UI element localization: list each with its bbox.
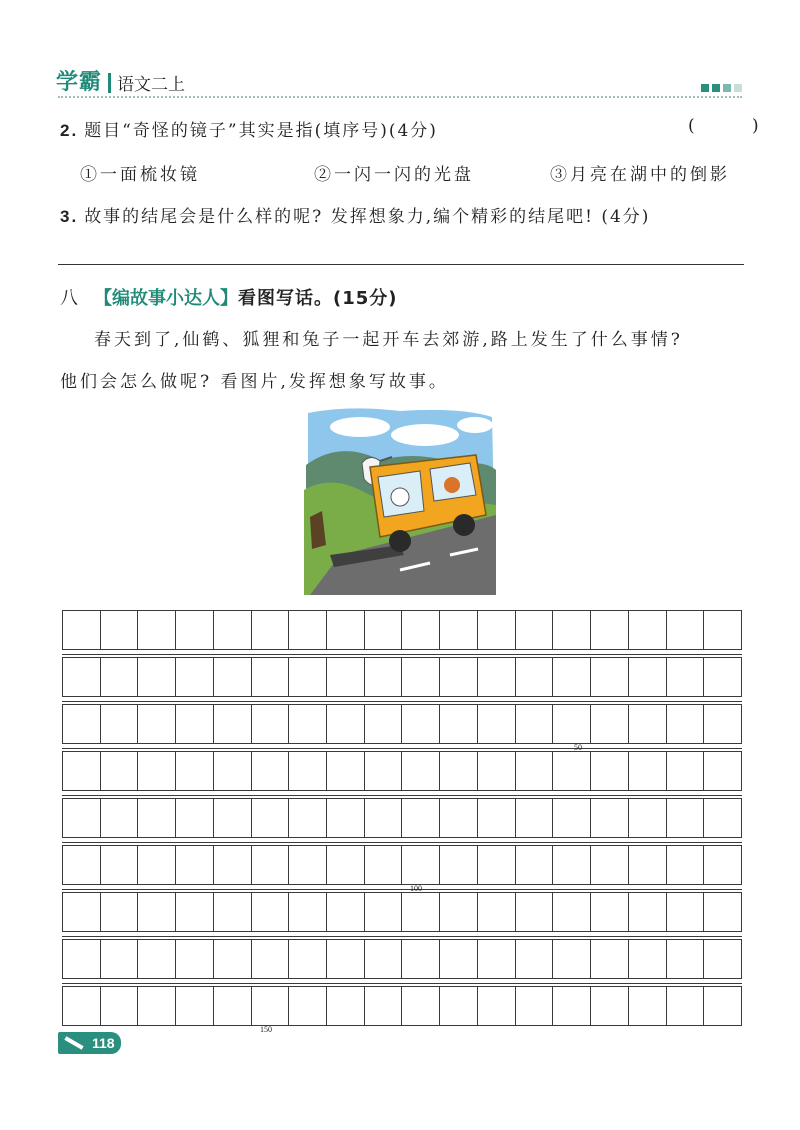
grid-cell[interactable] <box>515 986 554 1026</box>
option-3: ③月亮在湖中的倒影 <box>550 165 730 185</box>
word-count-label: 100 <box>410 884 422 893</box>
grid-cell[interactable] <box>703 610 742 650</box>
header-rule <box>58 96 742 98</box>
answer-paren[interactable]: ( ) <box>688 116 785 136</box>
grid-cell[interactable] <box>515 610 554 650</box>
grid-cell[interactable] <box>213 610 252 650</box>
grid-cell[interactable] <box>477 845 516 885</box>
grid-cell[interactable] <box>703 751 742 791</box>
grid-cell[interactable] <box>288 892 327 932</box>
grid-cell[interactable] <box>100 892 139 932</box>
grid-cell[interactable] <box>628 845 667 885</box>
grid-cell[interactable] <box>288 939 327 979</box>
grid-cell[interactable] <box>477 610 516 650</box>
grid-cell[interactable] <box>552 751 591 791</box>
brand-logo: 学霸 <box>56 70 103 95</box>
grid-cell[interactable] <box>251 798 290 838</box>
grid-cell[interactable] <box>515 704 554 744</box>
grid-cell[interactable] <box>137 610 176 650</box>
row-separator-line <box>62 748 742 749</box>
grid-cell[interactable] <box>288 610 327 650</box>
grid-cell[interactable] <box>628 704 667 744</box>
grid-cell[interactable] <box>515 845 554 885</box>
grid-cell[interactable] <box>251 704 290 744</box>
grid-cell[interactable] <box>326 798 365 838</box>
section-number: 八 <box>60 288 78 309</box>
grid-cell[interactable] <box>401 845 440 885</box>
grid-cell[interactable] <box>628 610 667 650</box>
grid-cell[interactable] <box>477 939 516 979</box>
grid-cell[interactable] <box>666 845 705 885</box>
question-number: 2. <box>60 121 79 140</box>
grid-cell[interactable] <box>213 657 252 697</box>
grid-row[interactable] <box>62 798 742 838</box>
grid-cell[interactable] <box>364 798 403 838</box>
grid-cell[interactable] <box>515 657 554 697</box>
grid-cell[interactable] <box>100 798 139 838</box>
grid-row[interactable] <box>62 704 742 744</box>
grid-row[interactable] <box>62 845 742 885</box>
section-tag: 【编故事小达人】 <box>94 288 238 309</box>
grid-cell[interactable] <box>439 892 478 932</box>
row-separator-line <box>62 795 742 796</box>
grid-cell[interactable] <box>213 845 252 885</box>
grid-cell[interactable] <box>175 986 214 1026</box>
grid-cell[interactable] <box>137 751 176 791</box>
grid-cell[interactable] <box>439 986 478 1026</box>
grid-cell[interactable] <box>401 892 440 932</box>
grid-cell[interactable] <box>590 892 629 932</box>
grid-cell[interactable] <box>251 892 290 932</box>
grid-cell[interactable] <box>137 704 176 744</box>
grid-cell[interactable] <box>628 939 667 979</box>
grid-cell[interactable] <box>552 610 591 650</box>
grid-cell[interactable] <box>326 751 365 791</box>
grid-cell[interactable] <box>401 751 440 791</box>
grid-cell[interactable] <box>251 657 290 697</box>
grid-cell[interactable] <box>666 986 705 1026</box>
grid-cell[interactable] <box>326 845 365 885</box>
grid-cell[interactable] <box>62 704 101 744</box>
brand-divider <box>108 73 111 93</box>
grid-cell[interactable] <box>703 845 742 885</box>
option-2: ②一闪一闪的光盘 <box>314 165 474 185</box>
grid-cell[interactable] <box>401 704 440 744</box>
grid-cell[interactable] <box>439 751 478 791</box>
grid-cell[interactable] <box>439 939 478 979</box>
grid-cell[interactable] <box>326 986 365 1026</box>
grid-cell[interactable] <box>439 657 478 697</box>
grid-cell[interactable] <box>100 986 139 1026</box>
grid-cell[interactable] <box>666 939 705 979</box>
grid-cell[interactable] <box>552 892 591 932</box>
grid-cell[interactable] <box>100 751 139 791</box>
grid-cell[interactable] <box>590 751 629 791</box>
book-subtitle: 语文二上 <box>117 75 186 95</box>
grid-cell[interactable] <box>288 986 327 1026</box>
grid-cell[interactable] <box>552 798 591 838</box>
grid-cell[interactable] <box>628 798 667 838</box>
grid-cell[interactable] <box>590 798 629 838</box>
grid-cell[interactable] <box>439 704 478 744</box>
grid-cell[interactable] <box>703 892 742 932</box>
grid-cell[interactable] <box>62 610 101 650</box>
grid-row[interactable] <box>62 986 742 1026</box>
grid-cell[interactable] <box>439 845 478 885</box>
word-count-label: 50 <box>574 743 582 752</box>
grid-cell[interactable] <box>100 704 139 744</box>
grid-cell[interactable] <box>666 657 705 697</box>
grid-cell[interactable] <box>251 939 290 979</box>
question-text: 故事的结尾会是什么样的呢? 发挥想象力,编个精彩的结尾吧! (4分) <box>84 207 651 227</box>
grid-cell[interactable] <box>175 798 214 838</box>
grid-cell[interactable] <box>515 798 554 838</box>
grid-cell[interactable] <box>628 657 667 697</box>
row-separator-line <box>62 701 742 702</box>
row-separator-line <box>62 889 742 890</box>
story-illustration <box>300 405 500 595</box>
grid-cell[interactable] <box>590 845 629 885</box>
grid-cell[interactable] <box>439 798 478 838</box>
grid-cell[interactable] <box>552 704 591 744</box>
grid-cell[interactable] <box>552 845 591 885</box>
grid-cell[interactable] <box>590 939 629 979</box>
grid-cell[interactable] <box>100 610 139 650</box>
grid-cell[interactable] <box>666 892 705 932</box>
grid-cell[interactable] <box>703 704 742 744</box>
grid-cell[interactable] <box>703 798 742 838</box>
grid-cell[interactable] <box>175 657 214 697</box>
grid-cell[interactable] <box>364 939 403 979</box>
grid-cell[interactable] <box>703 657 742 697</box>
grid-cell[interactable] <box>137 892 176 932</box>
grid-cell[interactable] <box>628 892 667 932</box>
grid-cell[interactable] <box>552 986 591 1026</box>
grid-cell[interactable] <box>326 892 365 932</box>
question-number: 3. <box>60 207 79 226</box>
header-decoration <box>701 84 742 92</box>
grid-row[interactable] <box>62 610 742 650</box>
grid-cell[interactable] <box>62 798 101 838</box>
option-1: ①一面梳妆镜 <box>80 165 200 185</box>
grid-cell[interactable] <box>213 751 252 791</box>
grid-cell[interactable] <box>62 845 101 885</box>
grid-cell[interactable] <box>251 751 290 791</box>
answer-line[interactable] <box>58 264 744 265</box>
grid-cell[interactable] <box>137 798 176 838</box>
row-separator-line <box>62 842 742 843</box>
prompt-line-2: 他们会怎么做呢? 看图片,发挥想象写故事。 <box>60 372 449 392</box>
grid-cell[interactable] <box>590 610 629 650</box>
grid-cell[interactable] <box>175 845 214 885</box>
page-number: 118 <box>86 1032 121 1054</box>
grid-cell[interactable] <box>213 986 252 1026</box>
grid-cell[interactable] <box>326 939 365 979</box>
word-count-label: 150 <box>260 1025 272 1034</box>
grid-cell[interactable] <box>666 610 705 650</box>
row-separator-line <box>62 983 742 984</box>
grid-cell[interactable] <box>326 610 365 650</box>
grid-cell[interactable] <box>666 704 705 744</box>
grid-cell[interactable] <box>477 798 516 838</box>
pen-icon <box>58 1032 88 1054</box>
grid-cell[interactable] <box>251 610 290 650</box>
question-2 <box>60 116 438 141</box>
grid-cell[interactable] <box>666 798 705 838</box>
grid-cell[interactable] <box>590 657 629 697</box>
grid-cell[interactable] <box>401 798 440 838</box>
grid-cell[interactable] <box>213 939 252 979</box>
grid-cell[interactable] <box>62 939 101 979</box>
grid-cell[interactable] <box>137 845 176 885</box>
grid-cell[interactable] <box>401 610 440 650</box>
grid-cell[interactable] <box>515 751 554 791</box>
grid-cell[interactable] <box>62 986 101 1026</box>
grid-cell[interactable] <box>628 986 667 1026</box>
grid-row[interactable] <box>62 751 742 791</box>
grid-cell[interactable] <box>590 704 629 744</box>
grid-cell[interactable] <box>628 751 667 791</box>
question-3 <box>60 202 650 227</box>
section-instruction: 看图写话。(15分) <box>238 288 398 309</box>
question-text: 题目“奇怪的镜子”其实是指(填序号)(4分) <box>84 121 438 141</box>
row-separator-line <box>62 936 742 937</box>
grid-cell[interactable] <box>175 704 214 744</box>
grid-cell[interactable] <box>175 939 214 979</box>
grid-cell[interactable] <box>62 892 101 932</box>
grid-cell[interactable] <box>175 751 214 791</box>
grid-cell[interactable] <box>326 704 365 744</box>
grid-cell[interactable] <box>364 892 403 932</box>
grid-cell[interactable] <box>364 751 403 791</box>
grid-cell[interactable] <box>515 939 554 979</box>
grid-cell[interactable] <box>364 986 403 1026</box>
grid-cell[interactable] <box>590 986 629 1026</box>
section-title <box>60 284 398 310</box>
grid-cell[interactable] <box>288 657 327 697</box>
grid-cell[interactable] <box>552 939 591 979</box>
grid-cell[interactable] <box>401 657 440 697</box>
grid-cell[interactable] <box>288 798 327 838</box>
grid-cell[interactable] <box>703 939 742 979</box>
grid-cell[interactable] <box>364 845 403 885</box>
grid-cell[interactable] <box>100 939 139 979</box>
grid-cell[interactable] <box>703 986 742 1026</box>
grid-cell[interactable] <box>100 845 139 885</box>
grid-cell[interactable] <box>439 610 478 650</box>
grid-cell[interactable] <box>477 657 516 697</box>
grid-cell[interactable] <box>137 939 176 979</box>
grid-row[interactable] <box>62 657 742 697</box>
grid-cell[interactable] <box>477 986 516 1026</box>
grid-cell[interactable] <box>175 610 214 650</box>
grid-cell[interactable] <box>552 657 591 697</box>
prompt-line-1: 春天到了,仙鹤、狐狸和兔子一起开车去郊游,路上发生了什么事情? <box>94 330 683 350</box>
grid-cell[interactable] <box>477 892 516 932</box>
grid-cell[interactable] <box>213 892 252 932</box>
grid-cell[interactable] <box>364 657 403 697</box>
grid-cell[interactable] <box>62 657 101 697</box>
grid-cell[interactable] <box>251 845 290 885</box>
grid-cell[interactable] <box>364 704 403 744</box>
grid-cell[interactable] <box>666 751 705 791</box>
grid-cell[interactable] <box>515 892 554 932</box>
grid-cell[interactable] <box>401 986 440 1026</box>
row-separator-line <box>62 654 742 655</box>
grid-cell[interactable] <box>477 704 516 744</box>
writing-grid[interactable] <box>62 610 742 1034</box>
brand-header <box>56 72 185 94</box>
grid-cell[interactable] <box>288 751 327 791</box>
grid-row[interactable] <box>62 939 742 979</box>
page-number-badge <box>58 1032 121 1054</box>
grid-cell[interactable] <box>137 657 176 697</box>
grid-cell[interactable] <box>137 986 176 1026</box>
grid-cell[interactable] <box>62 751 101 791</box>
grid-cell[interactable] <box>251 986 290 1026</box>
grid-cell[interactable] <box>401 939 440 979</box>
grid-cell[interactable] <box>175 892 214 932</box>
grid-cell[interactable] <box>288 845 327 885</box>
grid-cell[interactable] <box>100 657 139 697</box>
grid-cell[interactable] <box>326 657 365 697</box>
grid-cell[interactable] <box>477 751 516 791</box>
grid-cell[interactable] <box>213 704 252 744</box>
grid-cell[interactable] <box>288 704 327 744</box>
grid-row[interactable] <box>62 892 742 932</box>
grid-cell[interactable] <box>213 798 252 838</box>
grid-cell[interactable] <box>364 610 403 650</box>
